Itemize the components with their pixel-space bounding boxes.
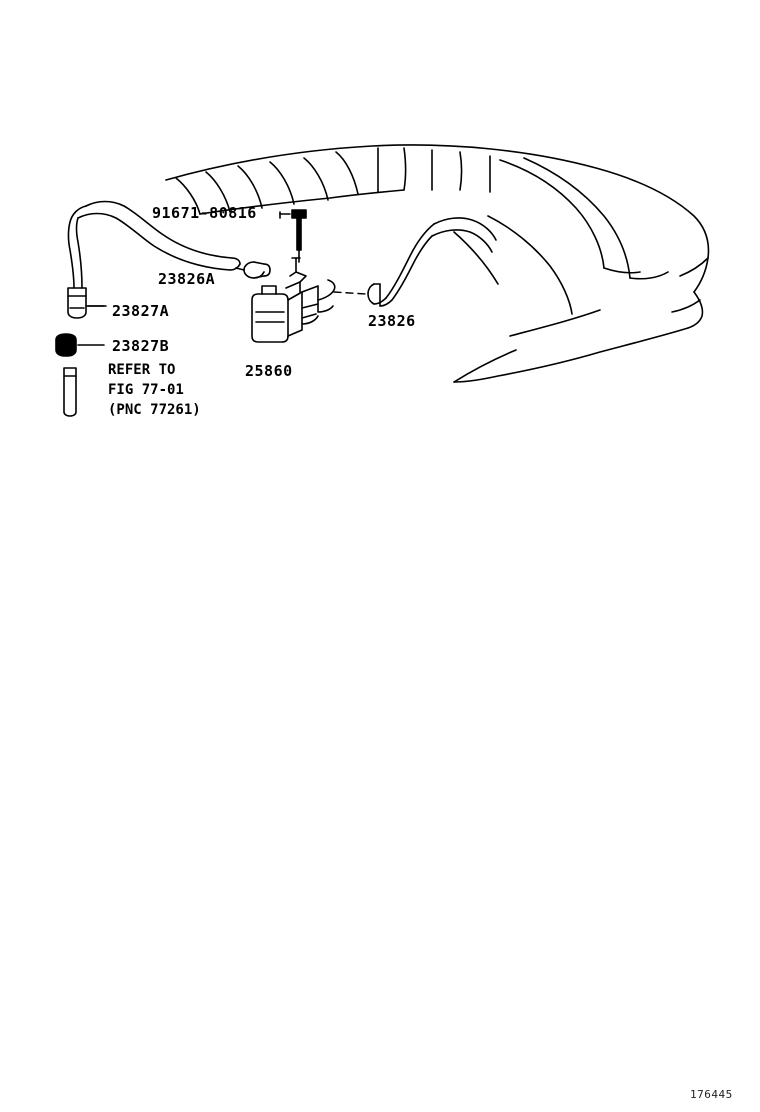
figure-number: 176445 <box>690 1088 733 1101</box>
label-hose-right: 23826 <box>368 312 416 330</box>
label-vsv: 25860 <box>245 362 293 380</box>
label-hose-left: 23827A <box>112 302 170 320</box>
label-clamp: 23826A <box>158 270 216 288</box>
reference-note-line1: REFER TO <box>108 362 176 378</box>
label-bolt: 91671-80816 <box>152 204 257 222</box>
label-cap: 23827B <box>112 337 170 355</box>
reference-note-line2: FIG 77-01 <box>108 382 184 398</box>
reference-note-line3: (PNC 77261) <box>108 402 201 418</box>
